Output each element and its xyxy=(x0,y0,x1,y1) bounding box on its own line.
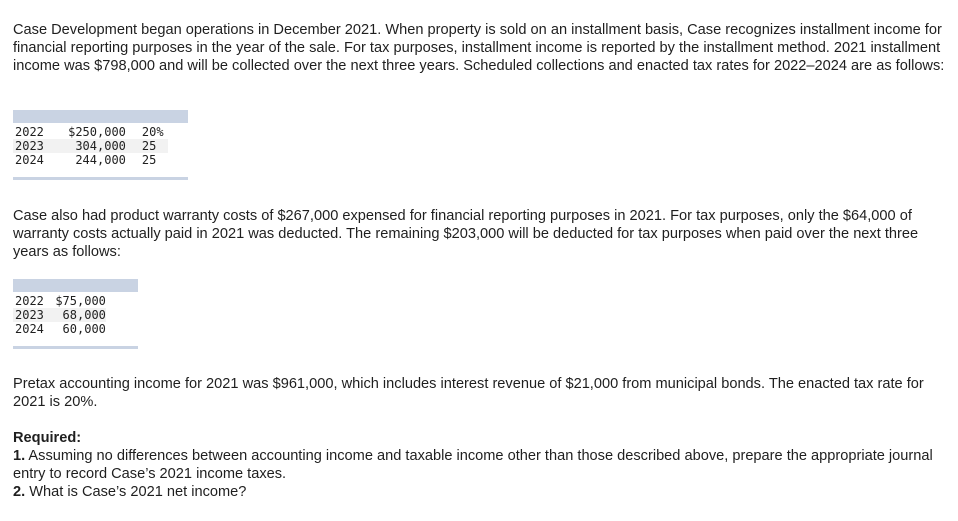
amount-cell: 60,000 xyxy=(62,322,106,336)
amount-cell: 68,000 xyxy=(44,308,106,322)
table-row xyxy=(13,308,106,322)
year-cell: 2022 xyxy=(15,125,44,139)
pretax-paragraph: Pretax accounting income for 2021 was $961,000, which includes interest revenue of $21,000 from municipal bonds. The enacted tax rate for 2021 is 20%. xyxy=(13,376,924,410)
warranty-table xyxy=(13,279,138,349)
required-item xyxy=(13,447,948,483)
table-header-bar xyxy=(13,110,188,123)
table-row xyxy=(13,139,168,153)
table-row xyxy=(13,294,106,308)
required-section xyxy=(13,429,948,501)
table-header-bar xyxy=(13,279,138,292)
amount-cell: $75,000 xyxy=(55,294,106,308)
amount-cell: 244,000 xyxy=(75,153,126,167)
required-item-text: Assuming no differences between accounting income and taxable income other than those described above, prepare the appropriate journal entry to record Case’s 2021 income taxes. xyxy=(13,448,933,482)
table-row xyxy=(13,322,106,336)
table-row xyxy=(13,125,168,139)
table-footer-bar xyxy=(13,177,188,180)
rate-cell: 25 xyxy=(141,153,157,167)
warranty-paragraph: Case also had product warranty costs of $267,000 expensed for financial reporting purposes in 2021. For tax purposes, only the $64,000 of warranty costs actually paid in 2021 was deducted. The remaining $203,000 will be deducted for tax purposes when paid over the next three years as follows: xyxy=(13,208,919,260)
year-cell: 2023 xyxy=(15,308,44,322)
year-cell: 2024 xyxy=(15,153,44,167)
rate-cell: 25 xyxy=(126,139,168,153)
required-title: Required: xyxy=(13,430,82,446)
required-item-number: 2. xyxy=(13,484,26,500)
year-cell: 2022 xyxy=(15,294,44,308)
year-cell: 2024 xyxy=(15,322,44,336)
table-row xyxy=(13,153,168,167)
amount-cell: $250,000 xyxy=(68,125,126,139)
year-cell: 2023 xyxy=(15,139,44,153)
amount-cell: 304,000 xyxy=(44,139,126,153)
table-footer-bar xyxy=(13,346,138,349)
required-item-text: What is Case’s 2021 net income? xyxy=(29,484,247,500)
intro-paragraph: Case Development began operations in December 2021. When property is sold on an installment basis, Case recognizes installment income for financial reporting purposes in the year of the sale. For tax purposes, installment income is reported by the installment method. 2021 installment income was $798,000 and will be collected over the next three years. Scheduled collections and enacted tax rates for 2022–2024 are as follows: xyxy=(13,22,945,74)
required-item xyxy=(13,483,948,501)
required-item-number: 1. xyxy=(13,448,26,464)
collections-table xyxy=(13,110,188,180)
rate-cell: 20% xyxy=(141,125,164,139)
